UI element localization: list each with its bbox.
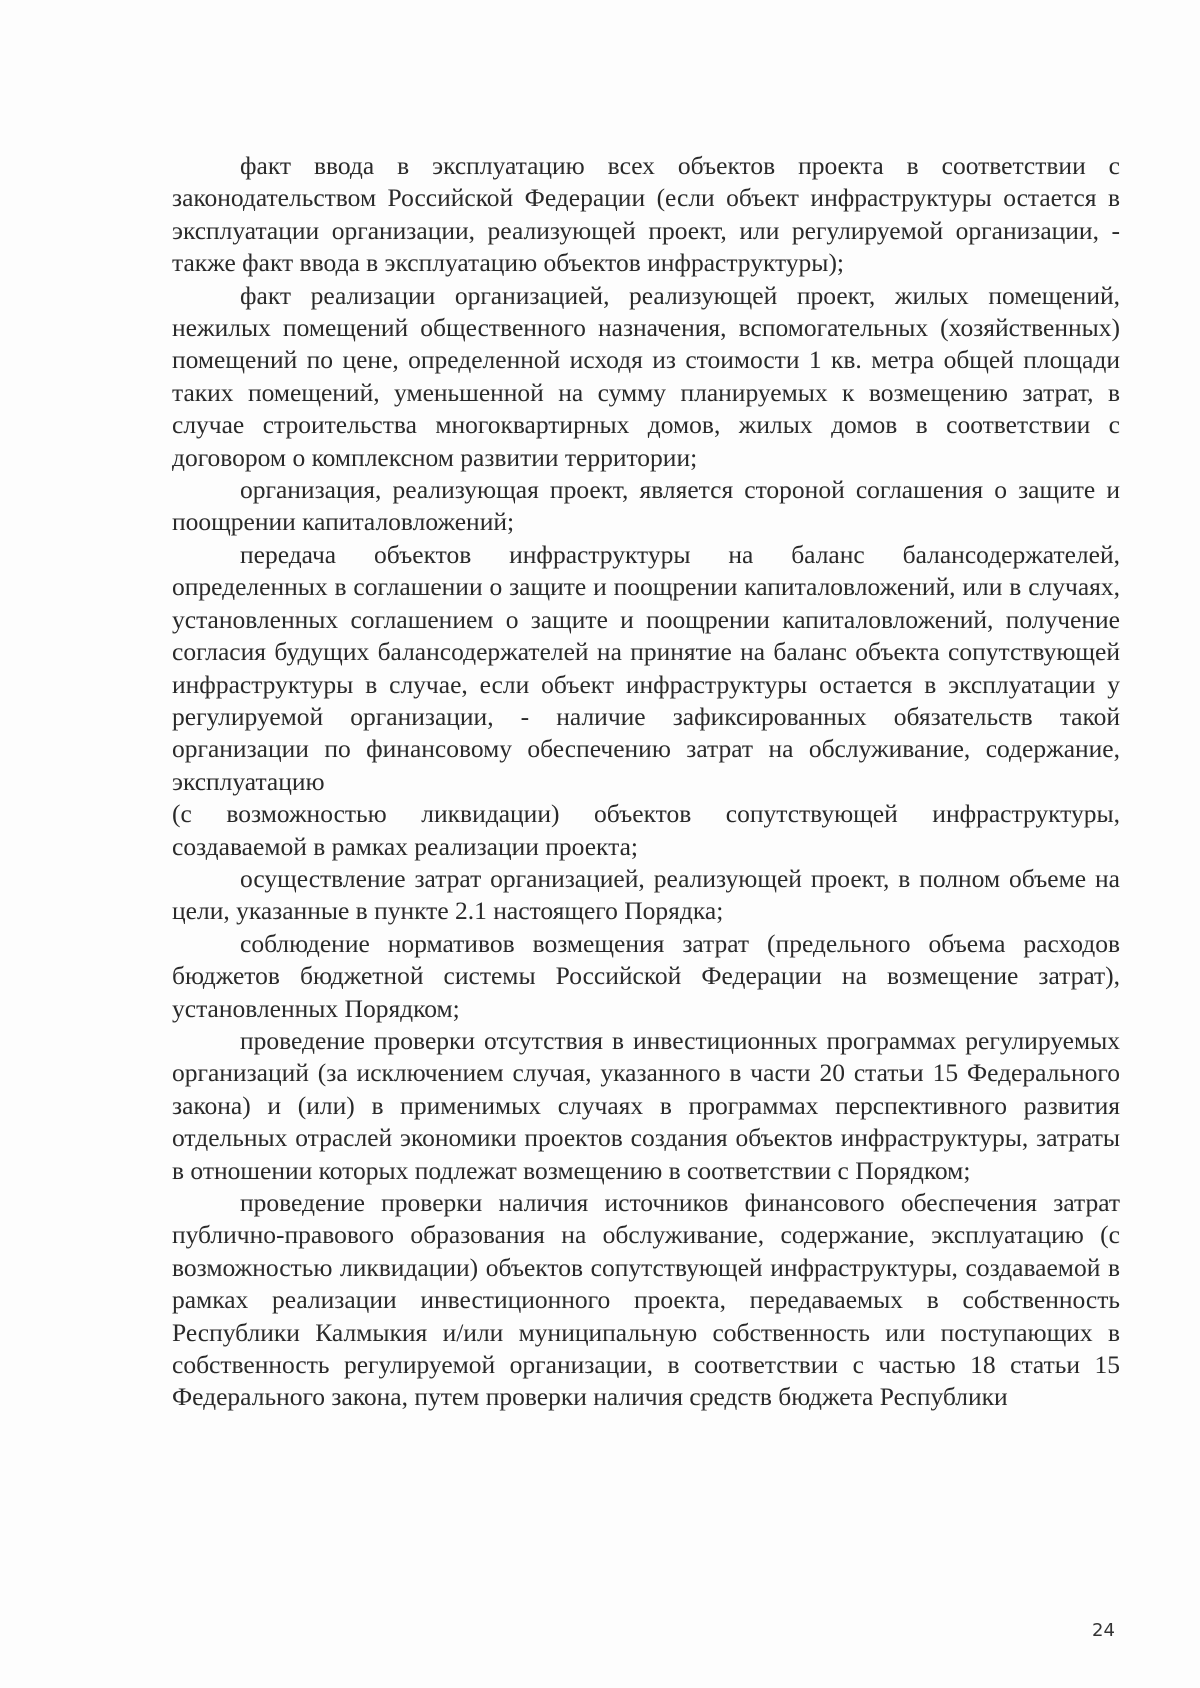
paragraph-liquidation-continuation: (с возможностью ликвидации) объектов сопутствующей инфраструктуры, создаваемой в рамках реализации проекта; [172,799,1120,861]
page-number: 24 [1092,1620,1115,1641]
paragraph-reimbursement-norms: соблюдение нормативов возмещения затрат (предельного объема расходов бюджетов бюджетной системы Российской Федерации на возмещение затрат), установленных Порядком; [172,928,1120,1023]
paragraph-premises-sale-fact: факт реализации организацией, реализующей проект, жилых помещений, нежилых помещений общественного назначения, вспомогательных (хозяйственных) помещений по цене, определенной исходя из стоимости 1 кв. метра общей площади таких помещений, уменьшенной на сумму планируемых к возмещению затрат, в случае строительства многоквартирных домов, жилых домов в соответствии с договором о комплексном развитии территории; [172,280,1120,472]
paragraph-funding-sources-check: проведение проверки наличия источников финансового обеспечения затрат публично-правового образования на обслуживание, содержание, эксплуатацию (с возможностью ликвидации) объектов сопутствующей инфраструктуры, создаваемой в рамках реализации инвестиционного проекта, передаваемых в собственность Республики Калмыкия и/или муниципальную собственность или поступающих в собственность регулируемой организации, в соответствии с частью 18 статьи 15 Федерального закона, путем проверки наличия средств бюджета Республики [172,1188,1120,1412]
paragraph-infrastructure-transfer: передача объектов инфраструктуры на баланс балансодержателей, определенных в соглашении о защите и поощрении капиталовложений, или в случаях, установленных соглашением о защите и поощрении капиталовложений, получение согласия будущих балансодержателей на принятие на баланс объекта сопутствующей инфраструктуры в случае, если объект инфраструктуры остается в эксплуатации у регулируемой организации, - наличие зафиксированных обязательств такой организации по финансовому обеспечению затрат на обслуживание, содержание, эксплуатацию [172,539,1120,796]
paragraph-investment-programs-check: проведение проверки отсутствия в инвестиционных программах регулируемых организаций (за исключением случая, указанного в части 20 статьи 15 Федерального закона) и (или) в применимых случаях в программах перспективного развития отдельных отраслей экономики проектов создания объектов инфраструктуры, затраты в отношении которых подлежат возмещению в соответствии с Порядком; [172,1025,1120,1185]
document-body [172,150,1120,1414]
paragraph-investment-agreement-party: организация, реализующая проект, является стороной соглашения о защите и поощрении капиталовложений; [172,475,1120,537]
paragraph-commissioning-fact: факт ввода в эксплуатацию всех объектов проекта в соответствии с законодательством Российской Федерации (если объект инфраструктуры остается в эксплуатации организации, реализующей проект, или регулируемой организации, - также факт ввода в эксплуатацию объектов инфраструктуры); [172,151,1120,278]
paragraph-costs-implementation: осуществление затрат организацией, реализующей проект, в полном объеме на цели, указанные в пункте 2.1 настоящего Порядка; [172,863,1120,926]
